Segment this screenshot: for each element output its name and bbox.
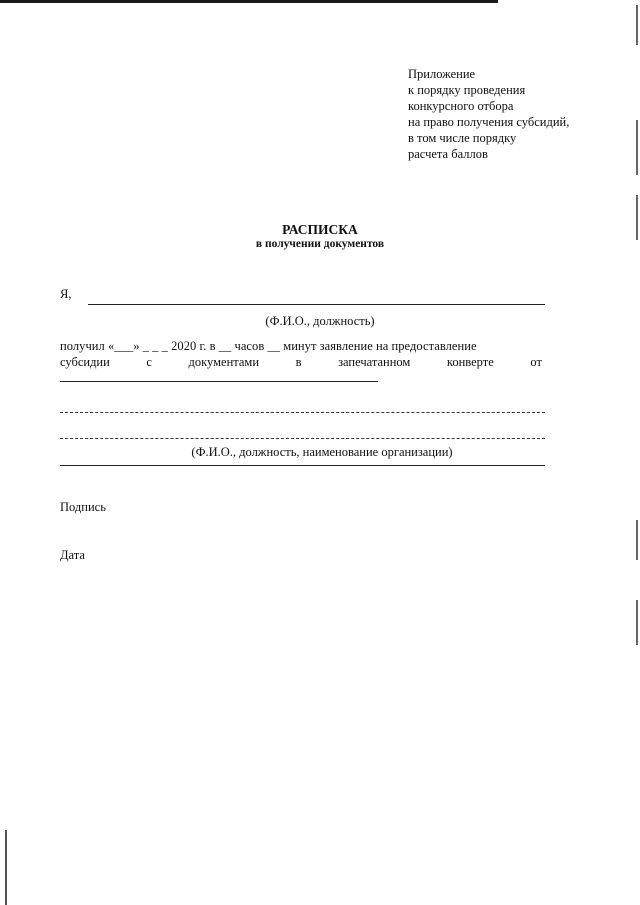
appendix-line: конкурсного отбора: [408, 99, 514, 113]
document-subtitle: в получении документов: [255, 238, 385, 250]
signature-label: Подпись: [60, 500, 106, 514]
subsidy-row: [60, 355, 542, 370]
scan-edge-right-2: [636, 120, 638, 175]
appendix-line: расчета баллов: [408, 147, 488, 161]
subsidy-word: с: [146, 355, 152, 369]
subsidy-word: конверте: [446, 355, 494, 369]
scan-edge-right-5: [636, 600, 638, 645]
fio-caption: (Ф.И.О., должность): [265, 314, 375, 328]
scan-edge-right-1: [636, 5, 638, 45]
document-title: РАСПИСКА: [282, 222, 358, 237]
appendix-line: Приложение: [408, 67, 476, 81]
scan-edge-top: [0, 0, 498, 3]
subsidy-word: субсидии: [60, 355, 110, 369]
i-label: Я,: [60, 287, 72, 301]
date-label: Дата: [60, 548, 85, 562]
sender-underline-2: [60, 412, 545, 413]
appendix-line: в том числе порядку: [408, 131, 517, 145]
appendix-line: к порядку проведения: [408, 83, 526, 97]
sender-underline-3: [60, 438, 545, 439]
sender-underline-1: [60, 381, 378, 382]
received-line: получил «___» _ _ _ 2020 г. в __ часов __ минут заявление на предоставление: [60, 339, 477, 353]
fio-underline: [88, 304, 545, 305]
subsidy-word: в: [295, 355, 302, 369]
appendix-line: на право получения субсидий,: [408, 115, 570, 129]
subsidy-word: документами: [188, 355, 260, 369]
org-underline: [60, 465, 545, 466]
scan-edge-left: [5, 830, 7, 905]
appendix-block: [408, 66, 569, 162]
org-caption: (Ф.И.О., должность, наименование организации): [191, 445, 453, 459]
scan-edge-right-4: [636, 520, 638, 560]
subsidy-word: запечатанном: [338, 355, 411, 369]
subsidy-word: от: [530, 355, 542, 369]
